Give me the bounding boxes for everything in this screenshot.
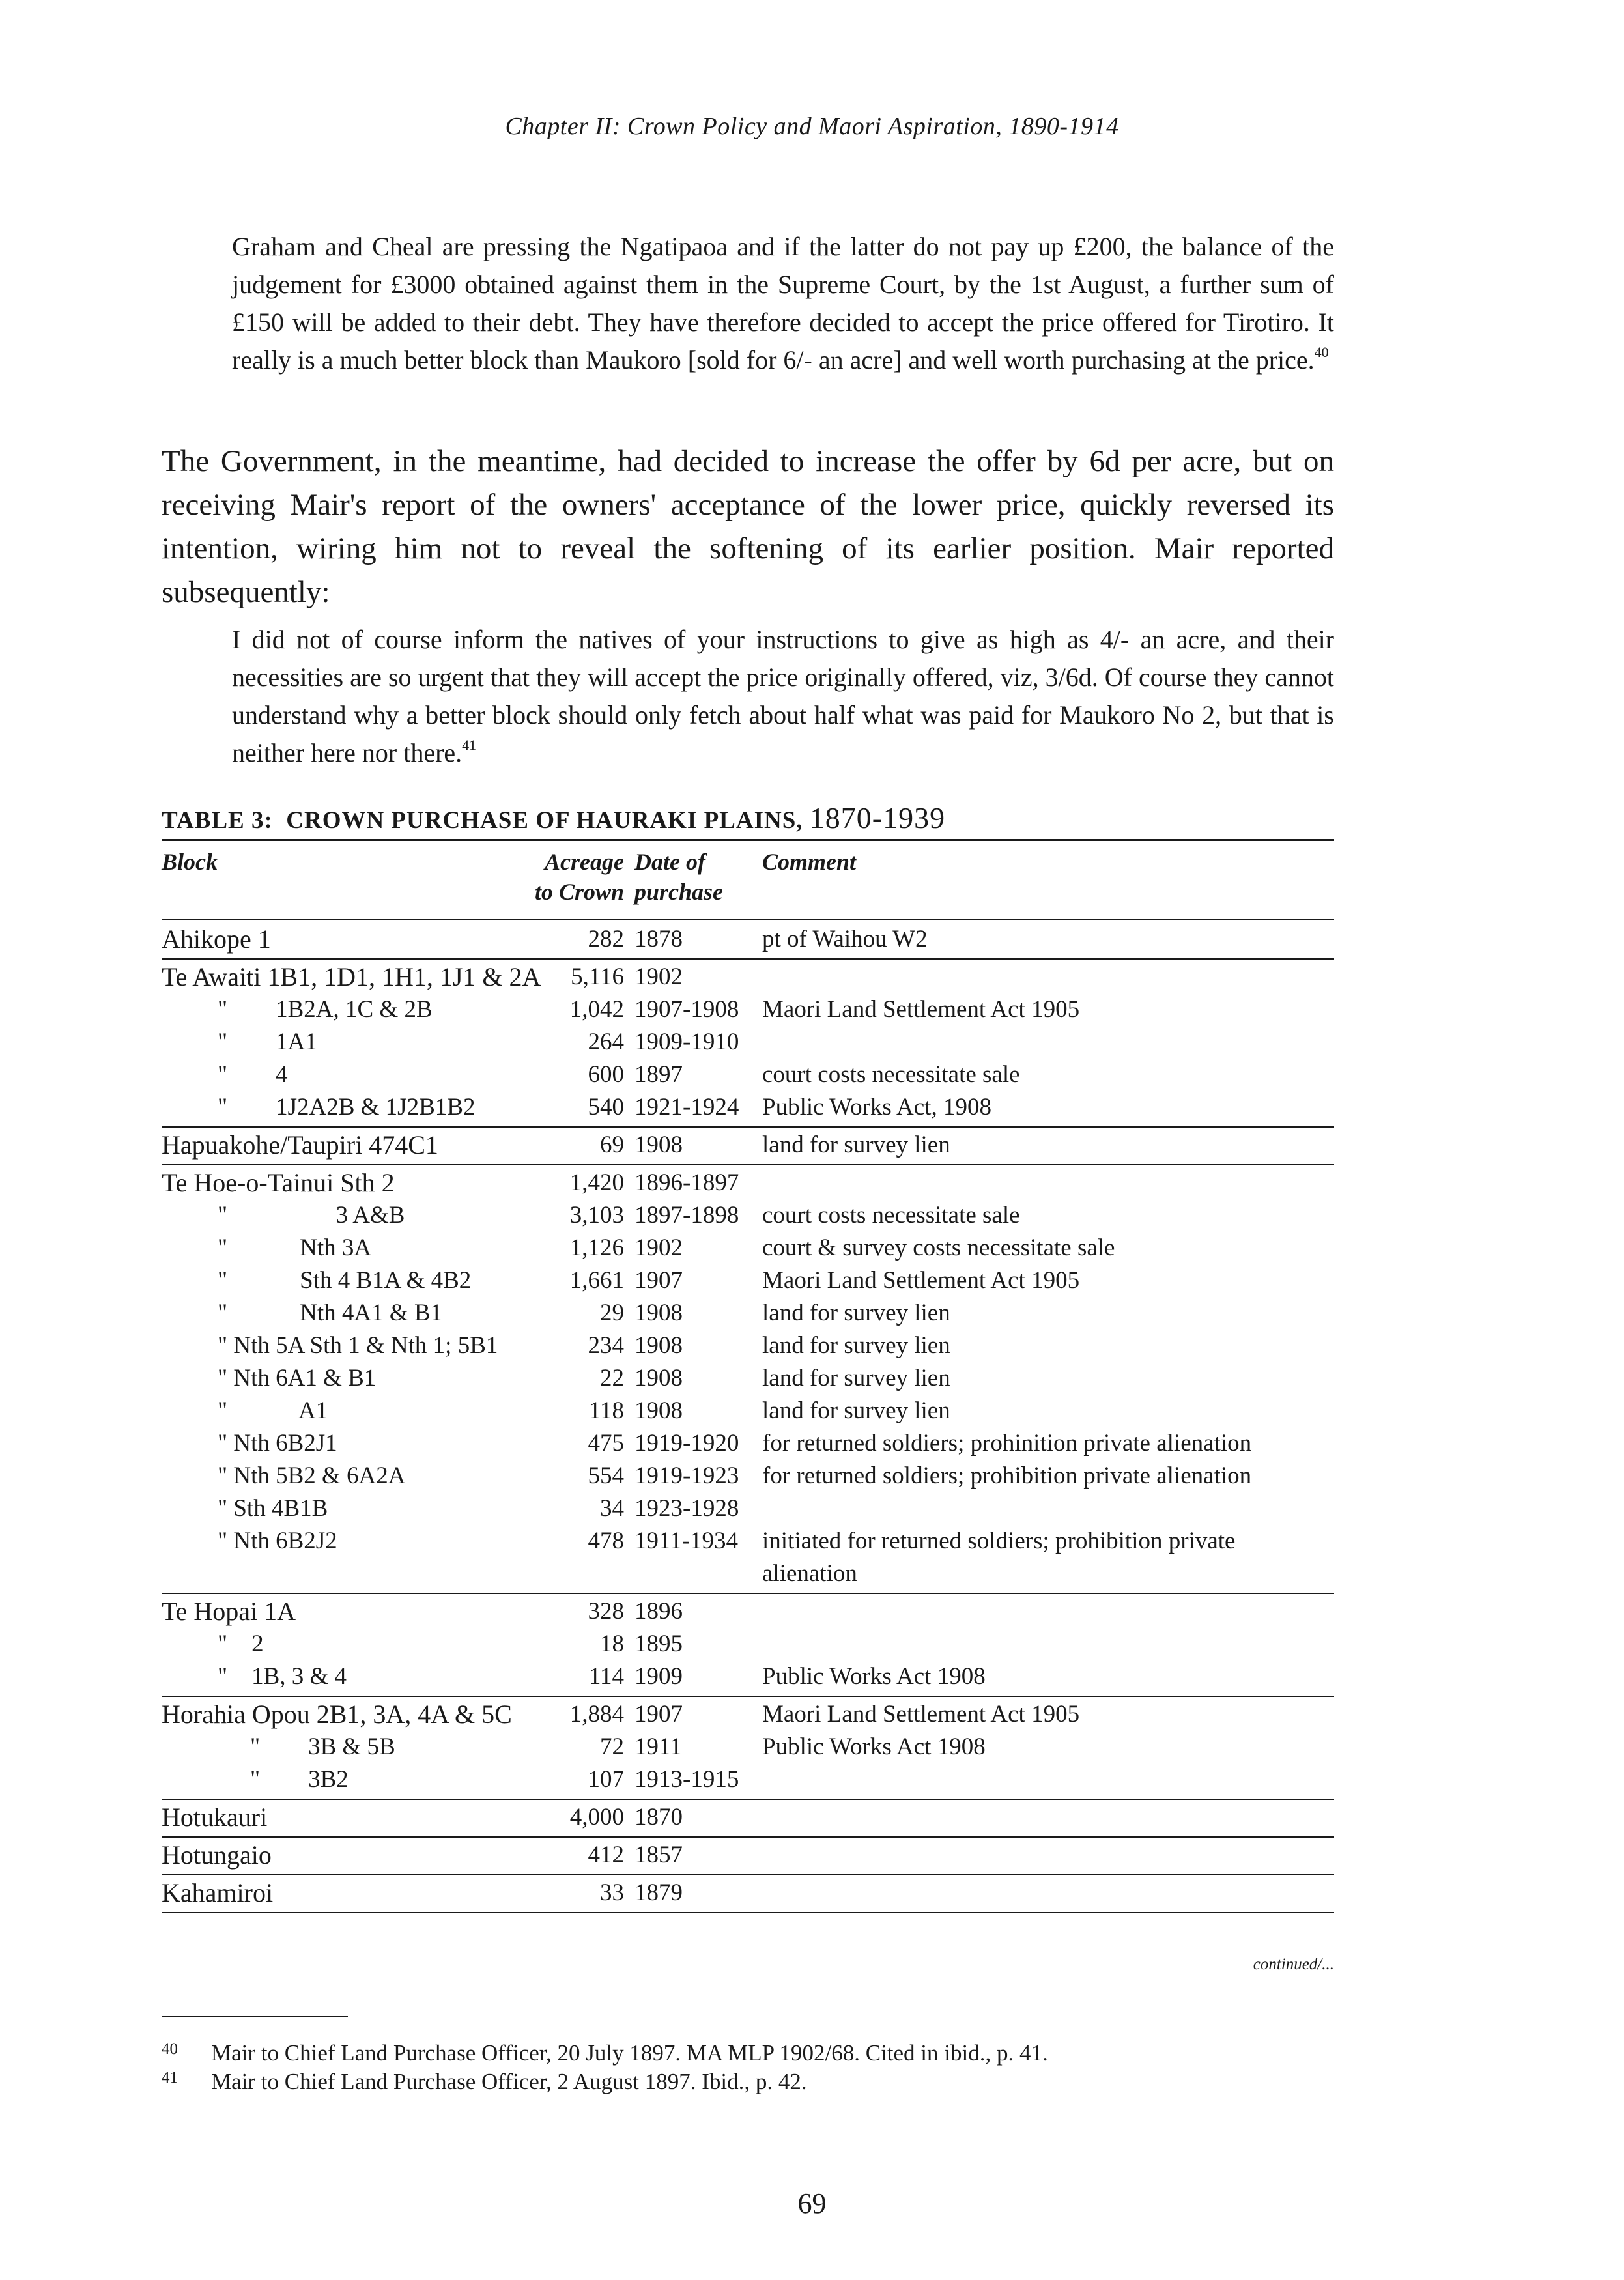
cell-acreage: 3,103: [569, 1202, 624, 1229]
table-row: [162, 1877, 1334, 1909]
cell-date: 1919-1920: [634, 1430, 739, 1457]
page-number: 69: [797, 2187, 827, 2219]
cell-block: " 3 A&B: [218, 1202, 405, 1229]
cell-block: " 1J2A2B & 1J2B1B2: [218, 1094, 476, 1120]
cell-comment: court costs necessitate sale: [762, 1202, 1020, 1229]
table-row: [162, 1264, 1334, 1297]
cell-date: 1897-1898: [634, 1202, 739, 1229]
cell-comment: Maori Land Settlement Act 1905: [762, 1267, 1080, 1294]
cell-block: " 1B, 3 & 4: [218, 1663, 347, 1690]
cell-block: " Sth 4 B1A & 4B2: [218, 1267, 472, 1294]
cell-comment: Public Works Act, 1908: [762, 1094, 991, 1120]
cell-date: 1908: [634, 1397, 683, 1424]
cell-block: " 1B2A, 1C & 2B: [218, 996, 433, 1023]
table-label: TABLE 3:: [162, 807, 273, 834]
cell-block: " Nth 6B2J2: [218, 1528, 337, 1554]
cell-comment: Maori Land Settlement Act 1905: [762, 1701, 1080, 1728]
cell-comment: for returned soldiers; prohinition private alienation: [762, 1430, 1252, 1457]
cell-block: Te Hopai 1A: [162, 1597, 296, 1626]
table-row: [162, 1297, 1334, 1330]
cell-date: 1857: [634, 1842, 683, 1868]
table-row: [162, 1362, 1334, 1395]
cell-acreage: 412: [588, 1842, 624, 1868]
cell-block: " Nth 5B2 & 6A2A: [218, 1462, 406, 1489]
table-group: [162, 1165, 1334, 1594]
cell-acreage: 264: [588, 1029, 624, 1055]
cell-acreage: 328: [588, 1598, 624, 1625]
cell-date: 1907-1908: [634, 996, 739, 1023]
cell-block: Horahia Opou 2B1, 3A, 4A & 5C: [162, 1700, 512, 1729]
table-row: [162, 1059, 1334, 1091]
table-row: [162, 1199, 1334, 1232]
table-row: [162, 1801, 1334, 1834]
cell-block: Hotungaio: [162, 1840, 272, 1870]
cell-block: " Nth 6A1 & B1: [218, 1365, 377, 1391]
table-group: [162, 1800, 1334, 1838]
cell-block: " Sth 4B1B: [218, 1495, 328, 1522]
footnote-text: Mair to Chief Land Purchase Officer, 2 August 1897. Ibid., p. 42.: [211, 2069, 807, 2094]
cell-comment: Public Works Act 1908: [762, 1733, 986, 1760]
cell-date: 1908: [634, 1132, 683, 1158]
cell-comment: land for survey lien: [762, 1332, 950, 1359]
cell-date: 1921-1924: [634, 1094, 739, 1120]
cell-acreage: 234: [588, 1332, 624, 1359]
table-group: [162, 1838, 1334, 1875]
cell-date: 1902: [634, 1234, 683, 1261]
header-acreage: [448, 847, 624, 907]
cell-acreage: 540: [588, 1094, 624, 1120]
cell-date: 1911: [634, 1733, 682, 1760]
cell-date: 1878: [634, 926, 683, 952]
cell-block: " 2: [218, 1631, 264, 1657]
cell-acreage: 478: [588, 1528, 624, 1554]
table-row: [162, 993, 1334, 1026]
cell-comment: for returned soldiers; prohibition private alienation: [762, 1462, 1252, 1489]
body-paragraph: The Government, in the meantime, had decided to increase the offer by 6d per acre, but on receiving Mair's report of the owners' acceptance of the lower price, quickly reversed its intention, wiring him not to reveal the softening of its earlier position. Mair reported subsequently:: [162, 444, 1334, 609]
cell-acreage: 282: [588, 926, 624, 952]
header-acreage-line-2: to Crown: [534, 879, 624, 905]
header-date-line-1: Date of: [634, 849, 705, 875]
table-row: [162, 1595, 1334, 1628]
cell-date: 1902: [634, 963, 683, 990]
cell-date: 1907: [634, 1267, 683, 1294]
table-row: [162, 1091, 1334, 1124]
table-row: [162, 1167, 1334, 1199]
table-group: [162, 922, 1334, 960]
header-block: Block: [162, 849, 218, 875]
quote-1-text: Graham and Cheal are pressing the Ngatipaoa and if the latter do not pay up £200, the balance of the judgement for £3000 obtained against them in the Supreme Court, by the 1st August, a further sum of £150 will be added to their debt. They have therefore decided to accept the price offered for Tirotiro. It really is a much better block than Maukoro [sold for 6/- an acre] and well worth purchasing at the price.: [232, 232, 1334, 375]
cell-acreage: 475: [588, 1430, 624, 1457]
cell-acreage: 34: [600, 1495, 624, 1522]
cell-block: Hotukauri: [162, 1803, 268, 1832]
table-group: [162, 1128, 1334, 1165]
table-row: [162, 1395, 1334, 1427]
cell-block: " Nth 6B2J1: [218, 1430, 337, 1457]
cell-comment: court costs necessitate sale: [762, 1061, 1020, 1088]
cell-date: 1896-1897: [634, 1169, 739, 1196]
cell-date: 1908: [634, 1332, 683, 1359]
table-title: [162, 801, 1334, 841]
cell-block: " 1A1: [218, 1029, 317, 1055]
table-row: [162, 1763, 1334, 1796]
table-row: [162, 1026, 1334, 1059]
cell-date: 1911-1934: [634, 1528, 738, 1554]
cell-comment: initiated for returned soldiers; prohibition private alienation: [762, 1528, 1236, 1587]
cell-comment: land for survey lien: [762, 1365, 950, 1391]
cell-block: Kahamiroi: [162, 1878, 274, 1907]
footnote-number: 41: [162, 2069, 178, 2087]
table-row: [162, 1698, 1334, 1731]
footnote-ref-40[interactable]: 40: [1314, 344, 1329, 360]
quote-2-text: I did not of course inform the natives of your instructions to give as high as 4/- an acre, and their necessities are so urgent that they will accept the price originally offered, viz, 3/6d. Of course they cannot understand why a better block should only fetch about half what was paid for Maukoro No 2, but that is neither here nor there.: [232, 625, 1334, 767]
table-row: [162, 1427, 1334, 1460]
cell-comment: Maori Land Settlement Act 1905: [762, 996, 1080, 1023]
cell-date: 1913-1915: [634, 1766, 739, 1793]
cell-acreage: 4,000: [569, 1804, 624, 1831]
running-head: Chapter II: Crown Policy and Maori Aspiration, 1890-1914: [505, 113, 1119, 140]
cell-comment: pt of Waihou W2: [762, 926, 928, 952]
header-acreage-line-1: Acreage: [545, 849, 624, 875]
cell-block: " 3B2: [250, 1766, 349, 1793]
cell-acreage: 600: [588, 1061, 624, 1088]
cell-date: 1909: [634, 1663, 683, 1690]
cell-date: 1879: [634, 1879, 683, 1906]
cell-comment: court & survey costs necessitate sale: [762, 1234, 1115, 1261]
footnote-number: 40: [162, 2040, 178, 2058]
cell-date: 1908: [634, 1300, 683, 1326]
cell-date: 1896: [634, 1598, 683, 1625]
table-group: [162, 1697, 1334, 1800]
cell-acreage: 72: [600, 1733, 624, 1760]
cell-block: " 4: [218, 1061, 288, 1088]
table-row: [162, 1525, 1334, 1590]
table-row: [162, 1330, 1334, 1362]
cell-block: " Nth 3A: [218, 1234, 372, 1261]
table-column-headers: [162, 847, 1334, 920]
cell-acreage: 1,126: [569, 1234, 624, 1261]
cell-acreage: 554: [588, 1462, 624, 1489]
footnote-text: Mair to Chief Land Purchase Officer, 20 July 1897. MA MLP 1902/68. Cited in ibid., p. 41.: [211, 2040, 1048, 2066]
footnote-ref-41[interactable]: 41: [462, 737, 477, 753]
cell-comment: land for survey lien: [762, 1300, 950, 1326]
cell-date: 1895: [634, 1631, 683, 1657]
table-row: [162, 1731, 1334, 1763]
table-row: [162, 1129, 1334, 1161]
table-row: [162, 1492, 1334, 1525]
cell-comment: land for survey lien: [762, 1397, 950, 1424]
table-row: [162, 1232, 1334, 1264]
table-group: [162, 960, 1334, 1128]
cell-acreage: 69: [600, 1132, 624, 1158]
cell-date: 1897: [634, 1061, 683, 1088]
cell-comment: land for survey lien: [762, 1132, 950, 1158]
cell-block: " Nth 5A Sth 1 & Nth 1; 5B1: [218, 1332, 498, 1359]
block-quote-2: [232, 621, 1334, 772]
cell-date: 1919-1923: [634, 1462, 739, 1489]
header-date-line-2: purchase: [634, 879, 724, 905]
footnote-divider: [162, 2016, 348, 2017]
cell-block: " 3B & 5B: [250, 1733, 395, 1760]
table-row: [162, 1628, 1334, 1660]
header-comment: Comment: [762, 849, 857, 875]
cell-acreage: 1,884: [569, 1701, 624, 1728]
table-row: [162, 961, 1334, 993]
cell-acreage: 1,661: [569, 1267, 624, 1294]
cell-block: Hapuakohe/Taupiri 474C1: [162, 1130, 438, 1160]
cell-block: Te Hoe-o-Tainui Sth 2: [162, 1168, 395, 1197]
cell-block: " Nth 4A1 & B1: [218, 1300, 443, 1326]
cell-block: Ahikope 1: [162, 924, 271, 954]
cell-acreage: 107: [588, 1766, 624, 1793]
cell-block: " A1: [218, 1397, 328, 1424]
cell-date: 1907: [634, 1701, 683, 1728]
cell-date: 1909-1910: [634, 1029, 739, 1055]
table-title-years: 1870-1939: [809, 801, 946, 834]
cell-comment: Public Works Act 1908: [762, 1663, 986, 1690]
cell-acreage: 1,042: [569, 996, 624, 1023]
cell-date: 1870: [634, 1804, 683, 1831]
table-body: [162, 922, 1334, 1913]
cell-date: 1908: [634, 1365, 683, 1391]
table-group: [162, 1875, 1334, 1913]
cell-acreage: 1,420: [569, 1169, 624, 1196]
table-row: [162, 923, 1334, 956]
cell-acreage: 22: [600, 1365, 624, 1391]
cell-acreage: 118: [588, 1397, 624, 1424]
table-row: [162, 1839, 1334, 1872]
table-group: [162, 1594, 1334, 1697]
continued-note: continued/...: [1253, 1956, 1334, 1973]
table-row: [162, 1660, 1334, 1693]
cell-acreage: 5,116: [571, 963, 624, 990]
cell-date: 1923-1928: [634, 1495, 739, 1522]
header-date: [634, 847, 723, 907]
cell-acreage: 33: [600, 1879, 624, 1906]
block-quote-1: [232, 228, 1334, 379]
cell-block: Te Awaiti 1B1, 1D1, 1H1, 1J1 & 2A: [162, 962, 541, 991]
cell-acreage: 18: [600, 1631, 624, 1657]
table-row: [162, 1460, 1334, 1492]
table-title-text: CROWN PURCHASE OF HAURAKI PLAINS,: [286, 807, 803, 834]
cell-acreage: 29: [600, 1300, 624, 1326]
cell-acreage: 114: [588, 1663, 624, 1690]
